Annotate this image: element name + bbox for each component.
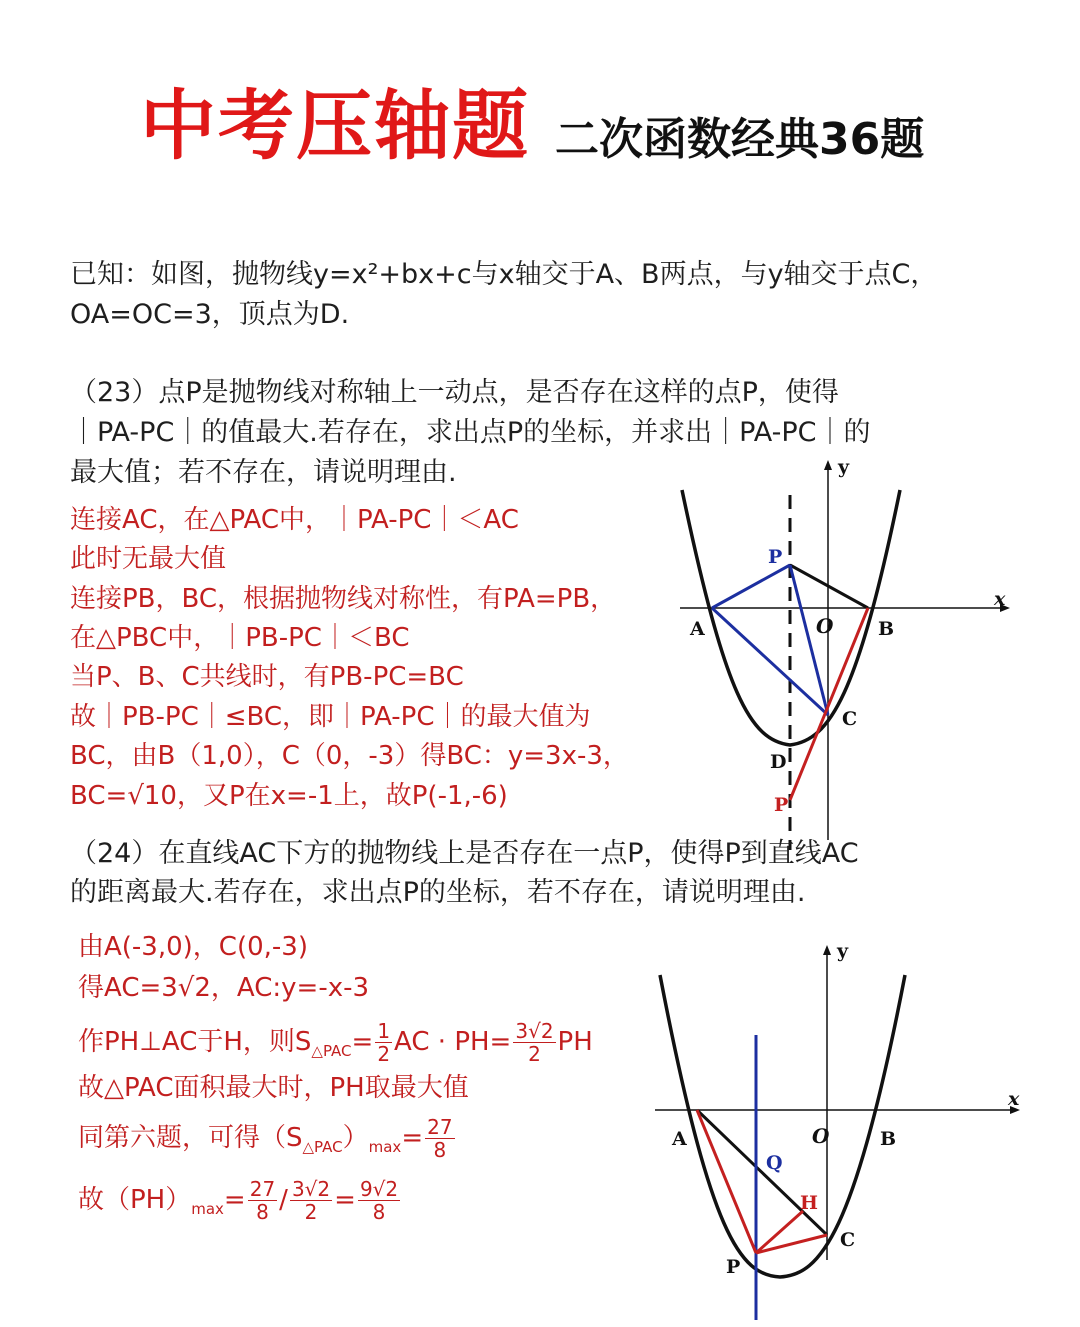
line3-text-b: = xyxy=(351,1027,374,1057)
label-O: O xyxy=(816,614,834,638)
q24-answer-line-2: 得AC=3√2，AC:y=-x-3 xyxy=(78,973,370,1003)
fraction-numerator: 3√2 xyxy=(291,1177,331,1201)
line6-equals: = xyxy=(334,1185,356,1215)
line3-text-c: AC · PH= xyxy=(394,1027,512,1057)
line3-text-d: PH xyxy=(557,1027,593,1057)
fraction-3sqrt2-over-2 xyxy=(290,1178,332,1223)
line5-text-c: = xyxy=(401,1123,424,1153)
fraction-denominator: 2 xyxy=(528,1042,541,1066)
line5-max: max xyxy=(368,1138,402,1157)
fraction-denominator: 8 xyxy=(256,1200,269,1224)
line6-slash: / xyxy=(279,1185,288,1215)
main-title: 中考压轴题 xyxy=(140,81,530,170)
segment-PA xyxy=(712,565,790,608)
line5-subscript: △PAC xyxy=(302,1138,343,1157)
fraction-27-over-8 xyxy=(425,1116,454,1161)
q23-question-line: ｜PA-PC｜的值最大.若存在，求出点P的坐标，并求出｜PA-PC｜的 xyxy=(70,417,871,448)
fraction-half xyxy=(375,1020,392,1065)
line5-text-a: 同第六题，可得（S xyxy=(78,1123,303,1153)
q23-answer-line: 当P、B、C共线时，有PB-PC=BC xyxy=(70,662,464,692)
label-P-prime: P xyxy=(774,794,789,816)
fraction-numerator: 27 xyxy=(249,1177,276,1201)
q24-answer-line-4: 故△PAC面积最大时，PH取最大值 xyxy=(78,1073,469,1103)
fraction-3sqrt2-over-2 xyxy=(513,1020,555,1065)
segment-AC xyxy=(697,1110,827,1235)
q23-answer-line: 连接AC，在△PAC中，｜PA-PC｜＜AC xyxy=(70,505,519,535)
q23-answer-line: 此时无最大值 xyxy=(70,544,227,574)
q24-answer-line-3 xyxy=(78,1020,593,1071)
segment-AC xyxy=(712,608,828,715)
label-B: B xyxy=(880,1128,897,1150)
label-A: A xyxy=(690,618,705,640)
line3-subscript: △PAC xyxy=(311,1042,352,1061)
intro-line-2: OA=OC=3，顶点为D. xyxy=(70,299,350,330)
fraction-denominator: 8 xyxy=(433,1138,447,1162)
label-C: C xyxy=(842,708,858,730)
line3-text-a: 作PH⊥AC于H，则S xyxy=(78,1027,312,1057)
sub-title: 二次函数经典36题 xyxy=(555,114,925,165)
q24-answer-line-1: 由A(-3,0)，C(0,-3) xyxy=(78,932,308,962)
y-axis-arrow xyxy=(824,460,832,470)
line6-text-b: = xyxy=(223,1185,246,1215)
fraction-denominator: 2 xyxy=(304,1200,318,1224)
label-O: O xyxy=(812,1124,830,1148)
label-P: P xyxy=(726,1256,741,1278)
q23-question-line: 最大值；若不存在，请说明理由. xyxy=(70,457,457,488)
fraction-numerator: 27 xyxy=(427,1115,453,1139)
segment-PB xyxy=(790,565,868,608)
fraction-numerator: 9√2 xyxy=(359,1177,399,1201)
q23-answer-line: BC，由B（1,0），C（0，-3）得BC：y=3x-3， xyxy=(70,741,629,771)
label-Q: Q xyxy=(766,1152,783,1174)
fraction-denominator: 2 xyxy=(377,1042,391,1066)
intro-line-1: 已知：如图，抛物线y=x²+bx+c与x轴交于A、B两点，与y轴交于点C， xyxy=(70,259,938,290)
line6-max: max xyxy=(191,1200,224,1219)
fraction-numerator: 1 xyxy=(377,1019,391,1043)
fraction-denominator: 8 xyxy=(372,1200,386,1224)
q23-answer-line: 故｜PB-PC｜≤BC，即｜PA-PC｜的最大值为 xyxy=(70,702,591,732)
label-H: H xyxy=(800,1192,818,1214)
label-y: y xyxy=(837,940,849,962)
q24-question-line: （24）在直线AC下方的抛物线上是否存在一点P，使得P到直线AC xyxy=(70,838,859,869)
q24-question-line: 的距离最大.若存在，求出点P的坐标，若不存在，请说明理由. xyxy=(70,877,806,908)
label-x: x xyxy=(1008,1088,1020,1110)
fraction-9sqrt2-over-8 xyxy=(358,1178,400,1223)
q23-answer-line: 在△PBC中，｜PB-PC｜＜BC xyxy=(70,623,410,653)
q24-answer-line-5 xyxy=(78,1116,457,1167)
segment-PC xyxy=(790,565,828,715)
line5-text-b: ） xyxy=(342,1123,369,1153)
parabola xyxy=(660,975,905,1277)
fraction-numerator: 3√2 xyxy=(515,1019,554,1043)
label-B: B xyxy=(878,618,895,640)
label-P: P xyxy=(768,546,783,568)
q24-answer-line-6 xyxy=(78,1178,402,1229)
fraction-27-over-8 xyxy=(248,1178,277,1223)
figure-1 xyxy=(660,455,1020,855)
label-y: y xyxy=(838,456,850,478)
figure-2 xyxy=(640,935,1040,1325)
label-A: A xyxy=(672,1128,687,1150)
q23-answer-line: 连接PB，BC，根据抛物线对称性，有PA=PB， xyxy=(70,584,617,614)
y-axis-arrow xyxy=(823,945,831,955)
label-D: D xyxy=(770,751,787,773)
line6-text-a: 故（PH） xyxy=(78,1185,192,1215)
q23-answer-line: BC=√10，又P在x=-1上，故P(-1,-6) xyxy=(70,781,508,811)
label-C: C xyxy=(840,1229,856,1251)
q23-question-line: （23）点P是抛物线对称轴上一动点，是否存在这样的点P，使得 xyxy=(70,377,839,408)
label-x: x xyxy=(994,588,1006,610)
